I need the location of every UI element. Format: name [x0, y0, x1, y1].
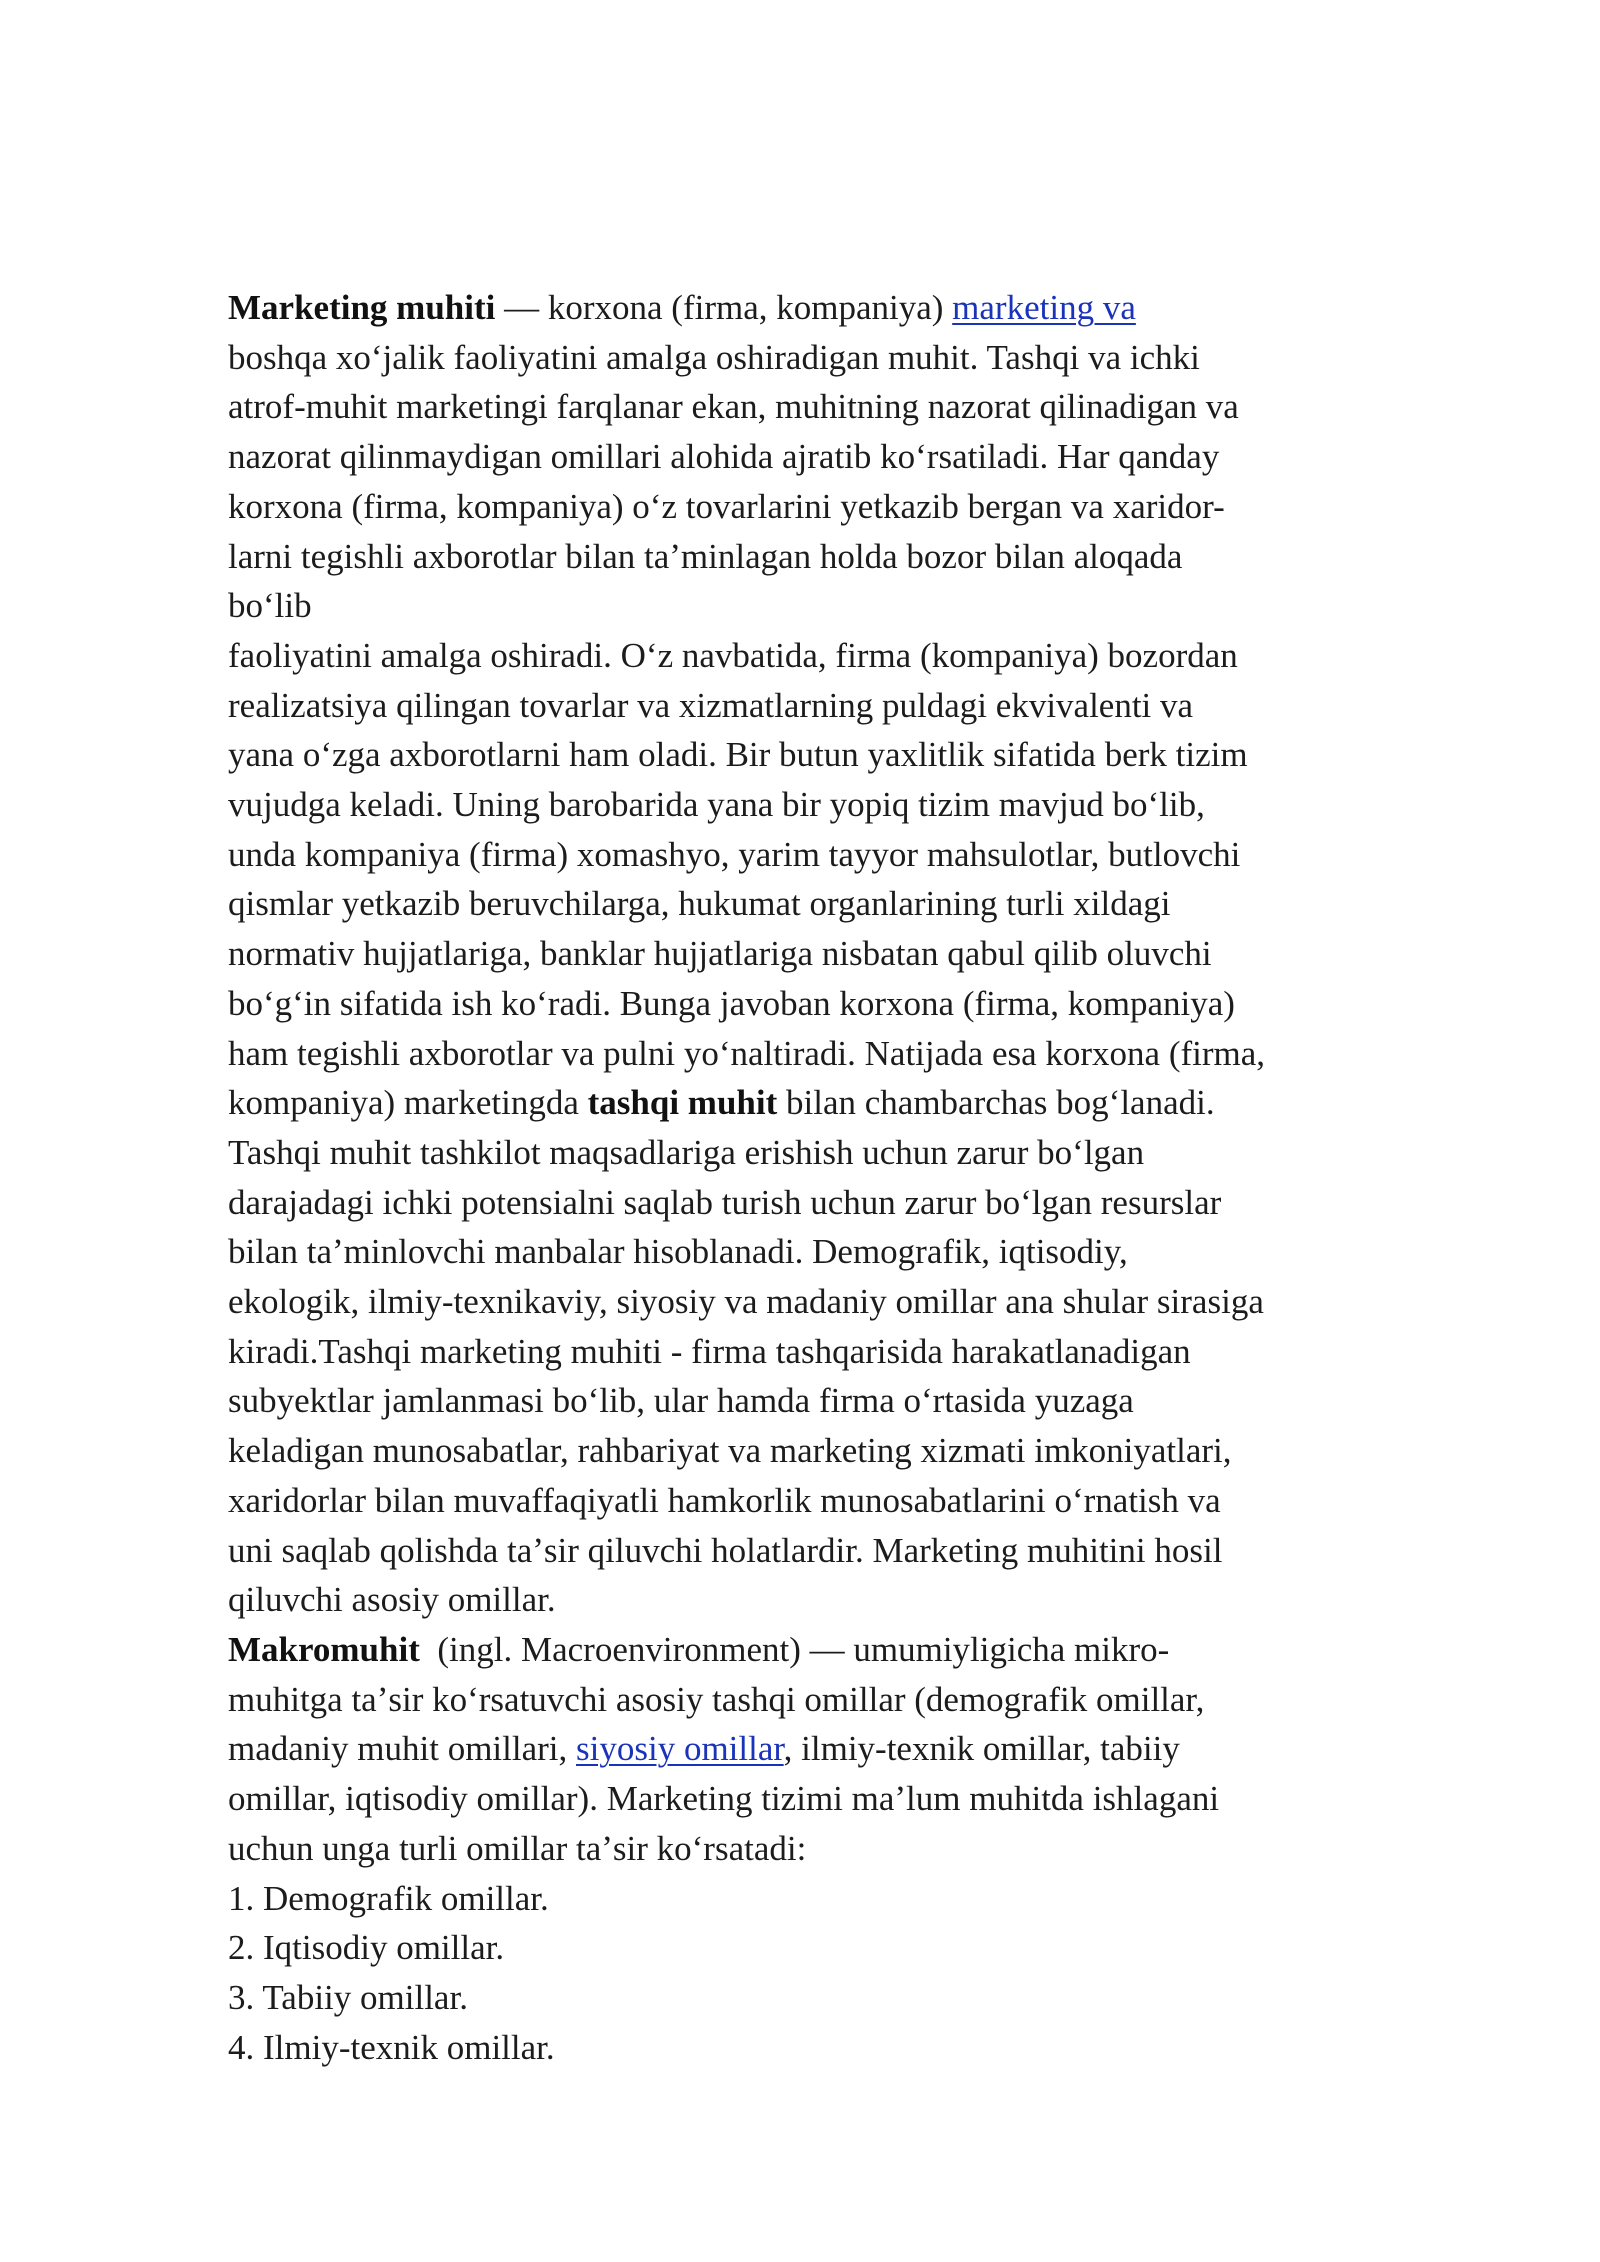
text-line: madaniy muhit omillari, siyosiy omillar, ilmiy-texnik omillar, tabiiy — [228, 1729, 1180, 1769]
list-item: 1. Demografik omillar. — [228, 1878, 549, 1918]
list-item: 2. Iqtisodiy omillar. — [228, 1928, 505, 1968]
term-tashqi-muhit: tashqi muhit — [587, 1083, 778, 1123]
text-line: Marketing muhiti — korxona (firma, kompaniya) marketing va — [228, 288, 1136, 327]
text-line: uchun unga turli omillar taʼsir koʻrsatadi: — [228, 1828, 807, 1868]
text-line: keladigan munosabatlar, rahbariyat va marketing xizmati imkoniyatlari, — [228, 1431, 1232, 1471]
list-item: 3. Tabiiy omillar. — [228, 1977, 468, 2017]
text-line: normativ hujjatlariga, banklar hujjatlariga nisbatan qabul qilib oluvchi — [228, 934, 1212, 974]
text-line: boshqa xoʻjalik faoliyatini amalga oshiradigan muhit. Tashqi va ichki — [228, 337, 1200, 377]
text-line: omillar, iqtisodiy omillar). Marketing tizimi maʼlum muhitda ishlagani — [228, 1779, 1220, 1819]
text-line: larni tegishli axborotlar bilan taʼminlagan holda bozor bilan aloqada — [228, 536, 1183, 576]
text-line: unda kompaniya (firma) xomashyo, yarim tayyor mahsulotlar, butlovchi — [228, 834, 1241, 874]
siyosiy-omillar-link[interactable]: siyosiy omillar — [576, 1729, 784, 1769]
term-marketing-muhiti: Marketing muhiti — [228, 288, 496, 327]
text-line: xaridorlar bilan muvaffaqiyatli hamkorlik munosabatlarini oʻrnatish va — [228, 1480, 1221, 1520]
document-page — [228, 283, 1378, 2072]
text-line: subyektlar jamlanmasi boʻlib, ular hamda firma oʻrtasida yuzaga — [228, 1381, 1134, 1421]
text-line: boʻlib — [228, 586, 312, 626]
text-line: korxona (firma, kompaniya) oʻz tovarlarini yetkazib bergan va xaridor- — [228, 486, 1225, 526]
text-line: Tashqi muhit tashkilot maqsadlariga erishish uchun zarur boʻlgan — [228, 1132, 1145, 1172]
text-line: ham tegishli axborotlar va pulni yoʻnaltiradi. Natijada esa korxona (firma, — [228, 1033, 1266, 1073]
text-line: kompaniya) marketingda tashqi muhit bilan chambarchas bogʻlanadi. — [228, 1083, 1215, 1123]
list-item: 4. Ilmiy-texnik omillar. — [228, 2027, 555, 2067]
text-line: ekologik, ilmiy-texnikaviy, siyosiy va madaniy omillar ana shular sirasiga — [228, 1282, 1264, 1322]
text-line: uni saqlab qolishda taʼsir qiluvchi holatlardir. Marketing muhitini hosil — [228, 1530, 1223, 1570]
text-line: atrof-muhit marketingi farqlanar ekan, muhitning nazorat qilinadigan va — [228, 387, 1239, 427]
text-line: vujudga keladi. Uning barobarida yana bir yopiq tizim mavjud boʻlib, — [228, 785, 1205, 825]
text-line: boʻgʻin sifatida ish koʻradi. Bunga javoban korxona (firma, kompaniya) — [228, 983, 1235, 1023]
text-line: yana oʻzga axborotlarni ham oladi. Bir butun yaxlitlik sifatida berk tizim — [228, 735, 1248, 775]
term-makromuhit: Makromuhit — [228, 1629, 420, 1669]
text-line: Makromuhit (ingl. Macroenvironment) — umumiyligicha mikro- — [228, 1629, 1170, 1669]
marketing-link[interactable]: marketing va — [952, 288, 1136, 327]
text-line: faoliyatini amalga oshiradi. Oʻz navbatida, firma (kompaniya) bozordan — [228, 635, 1238, 675]
text-line: qiluvchi asosiy omillar. — [228, 1580, 556, 1620]
text-line: bilan taʼminlovchi manbalar hisoblanadi. Demografik, iqtisodiy, — [228, 1232, 1128, 1272]
text-line: muhitga taʼsir koʻrsatuvchi asosiy tashqi omillar (demografik omillar, — [228, 1679, 1205, 1719]
text-line: realizatsiya qilingan tovarlar va xizmatlarning puldagi ekvivalenti va — [228, 685, 1194, 725]
text-line: darajadagi ichki potensialni saqlab turish uchun zarur boʻlgan resurslar — [228, 1182, 1222, 1222]
text-line: qismlar yetkazib beruvchilarga, hukumat organlarining turli xildagi — [228, 884, 1171, 924]
text-line: nazorat qilinmaydigan omillari alohida ajratib koʻrsatiladi. Har qanday — [228, 437, 1220, 477]
text-line: kiradi.Tashqi marketing muhiti - firma tashqarisida harakatlanadigan — [228, 1331, 1191, 1371]
